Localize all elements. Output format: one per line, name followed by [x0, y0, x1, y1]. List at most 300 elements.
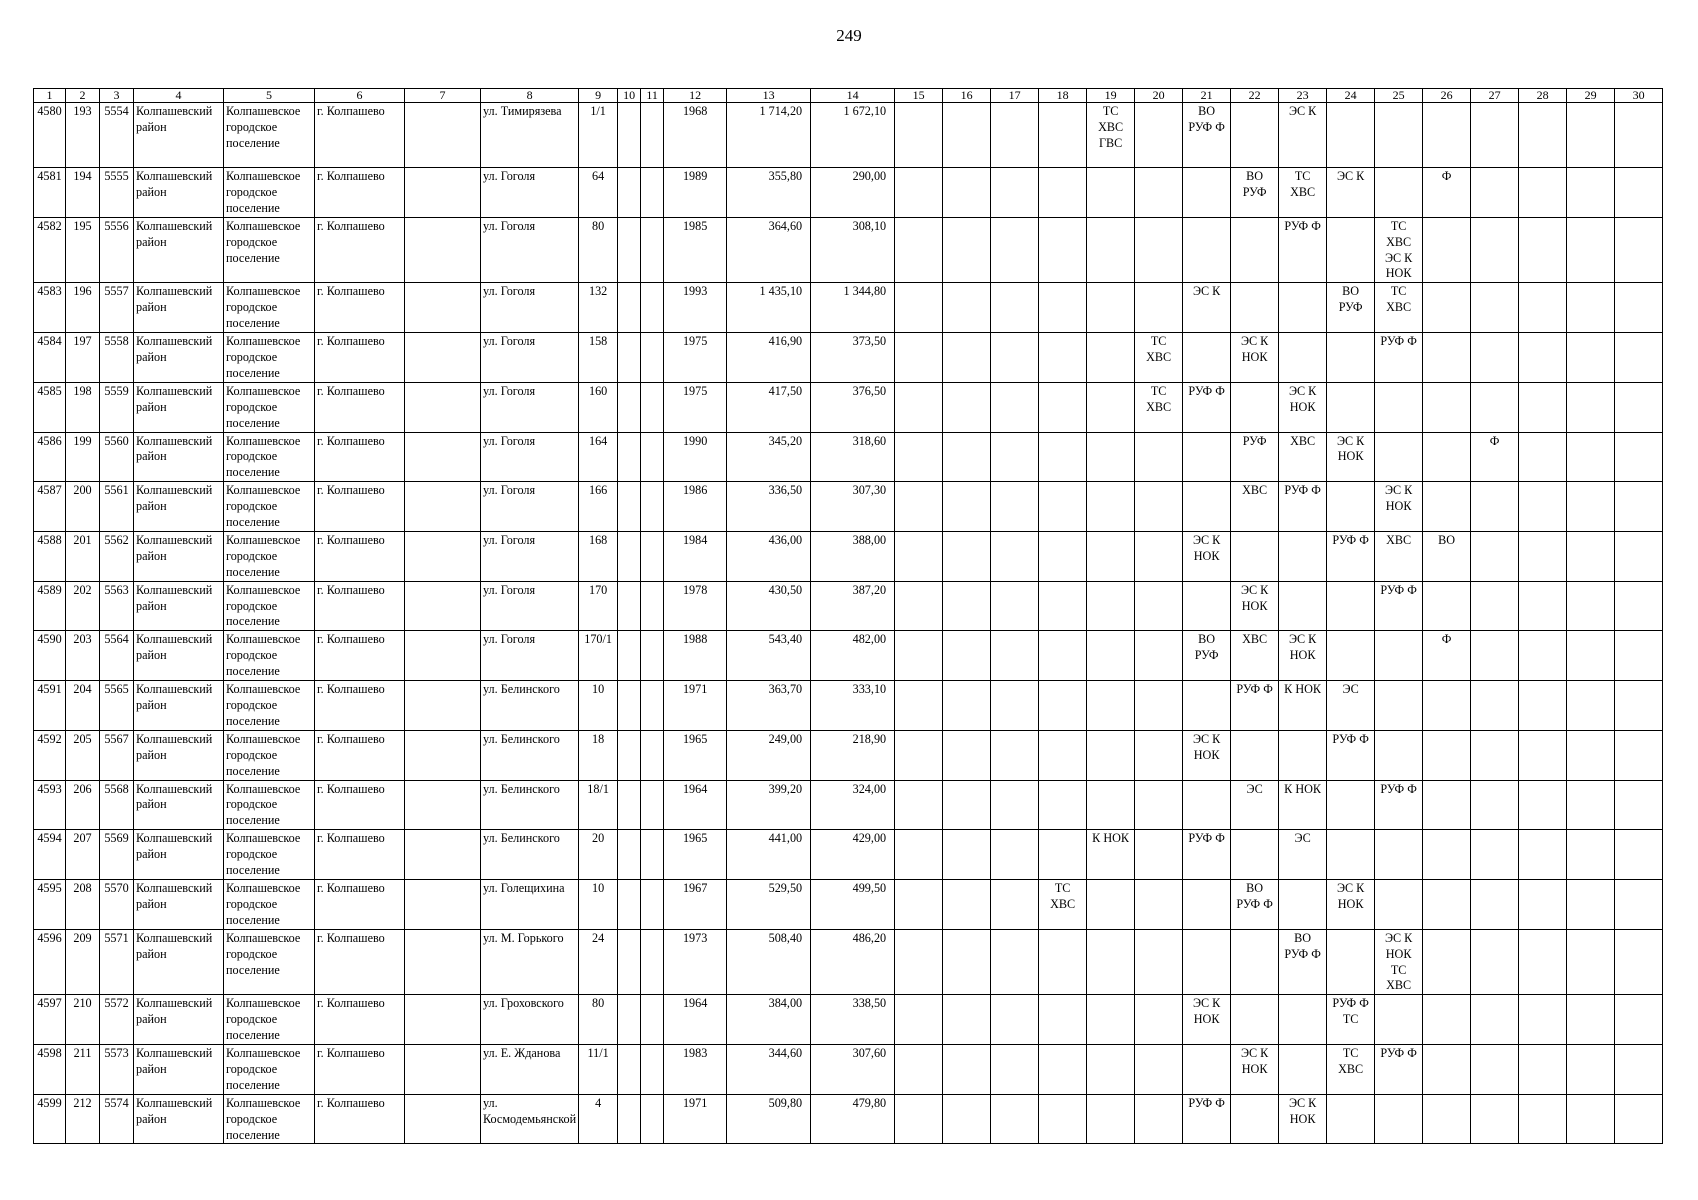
- column-header-27: 27: [1471, 89, 1519, 103]
- cell-col-19: [1087, 217, 1135, 283]
- cell-col-7: [405, 681, 481, 731]
- cell-col-18: [1039, 168, 1087, 218]
- cell-col-20: [1135, 168, 1183, 218]
- table-row: [34, 830, 1663, 880]
- cell-col-18: [1039, 780, 1087, 830]
- cell-col-14: 479,80: [811, 1094, 895, 1144]
- cell-col-23: ВО РУФ Ф: [1279, 929, 1327, 995]
- cell-col-22: ВО РУФ Ф: [1231, 879, 1279, 929]
- cell-col-21: [1183, 168, 1231, 218]
- cell-col-10: [618, 879, 641, 929]
- column-header-21: 21: [1183, 89, 1231, 103]
- cell-col-5: Колпашевское городское поселение: [224, 631, 315, 681]
- cell-col-22: [1231, 929, 1279, 995]
- cell-col-21: ВО РУФ: [1183, 631, 1231, 681]
- cell-col-19: [1087, 631, 1135, 681]
- cell-col-6: г. Колпашево: [315, 432, 405, 482]
- cell-col-19: [1087, 531, 1135, 581]
- cell-col-4: Колпашевский район: [134, 1094, 224, 1144]
- table-row: [34, 1045, 1663, 1095]
- cell-col-28: [1519, 283, 1567, 333]
- table-row: [34, 482, 1663, 532]
- cell-col-21: ЭС К НОК: [1183, 995, 1231, 1045]
- cell-col-18: [1039, 382, 1087, 432]
- cell-col-11: [641, 217, 664, 283]
- cell-col-4: Колпашевский район: [134, 217, 224, 283]
- cell-col-27: [1471, 283, 1519, 333]
- cell-col-5: Колпашевское городское поселение: [224, 995, 315, 1045]
- column-header-19: 19: [1087, 89, 1135, 103]
- cell-col-25: ЭС К НОК ТС ХВС: [1375, 929, 1423, 995]
- cell-col-30: [1615, 780, 1663, 830]
- cell-col-21: ВО РУФ Ф: [1183, 103, 1231, 168]
- cell-col-6: г. Колпашево: [315, 333, 405, 383]
- cell-col-18: [1039, 217, 1087, 283]
- cell-col-18: [1039, 929, 1087, 995]
- cell-col-18: [1039, 333, 1087, 383]
- cell-col-21: ЭС К НОК: [1183, 730, 1231, 780]
- cell-col-11: [641, 168, 664, 218]
- cell-col-2: 200: [66, 482, 100, 532]
- cell-col-12: 1978: [664, 581, 727, 631]
- cell-col-30: [1615, 531, 1663, 581]
- cell-col-26: ВО: [1423, 531, 1471, 581]
- cell-col-7: [405, 217, 481, 283]
- cell-col-19: [1087, 929, 1135, 995]
- cell-col-10: [618, 283, 641, 333]
- cell-col-9: 164: [579, 432, 618, 482]
- cell-col-13: 384,00: [727, 995, 811, 1045]
- cell-col-16: [943, 1045, 991, 1095]
- cell-col-13: 336,50: [727, 482, 811, 532]
- cell-col-5: Колпашевское городское поселение: [224, 283, 315, 333]
- cell-col-23: РУФ Ф: [1279, 482, 1327, 532]
- cell-col-16: [943, 830, 991, 880]
- cell-col-21: [1183, 780, 1231, 830]
- cell-col-17: [991, 283, 1039, 333]
- cell-col-13: 1 714,20: [727, 103, 811, 168]
- cell-col-26: [1423, 730, 1471, 780]
- cell-col-2: 206: [66, 780, 100, 830]
- cell-col-26: [1423, 929, 1471, 995]
- cell-col-4: Колпашевский район: [134, 283, 224, 333]
- cell-col-4: Колпашевский район: [134, 830, 224, 880]
- cell-col-24: РУФ Ф: [1327, 531, 1375, 581]
- cell-col-14: 376,50: [811, 382, 895, 432]
- cell-col-2: 207: [66, 830, 100, 880]
- table-row: [34, 217, 1663, 283]
- cell-col-19: [1087, 780, 1135, 830]
- cell-col-29: [1567, 432, 1615, 482]
- cell-col-6: г. Колпашево: [315, 780, 405, 830]
- page-number: 249: [836, 26, 862, 45]
- cell-col-12: 1993: [664, 283, 727, 333]
- cell-col-16: [943, 531, 991, 581]
- cell-col-4: Колпашевский район: [134, 382, 224, 432]
- cell-col-2: 193: [66, 103, 100, 168]
- cell-col-17: [991, 631, 1039, 681]
- cell-col-7: [405, 531, 481, 581]
- cell-col-23: [1279, 995, 1327, 1045]
- cell-col-28: [1519, 929, 1567, 995]
- cell-col-10: [618, 432, 641, 482]
- cell-col-5: Колпашевское городское поселение: [224, 929, 315, 995]
- cell-col-25: РУФ Ф: [1375, 1045, 1423, 1095]
- cell-col-4: Колпашевский район: [134, 879, 224, 929]
- cell-col-14: 1 344,80: [811, 283, 895, 333]
- cell-col-8: ул. Тимирязева: [481, 103, 579, 168]
- cell-col-25: [1375, 168, 1423, 218]
- cell-col-11: [641, 581, 664, 631]
- cell-col-19: [1087, 681, 1135, 731]
- cell-col-14: 324,00: [811, 780, 895, 830]
- cell-col-10: [618, 103, 641, 168]
- cell-col-16: [943, 730, 991, 780]
- cell-col-13: 355,80: [727, 168, 811, 218]
- cell-col-11: [641, 830, 664, 880]
- cell-col-4: Колпашевский район: [134, 581, 224, 631]
- cell-col-17: [991, 730, 1039, 780]
- cell-col-23: ТС ХВС: [1279, 168, 1327, 218]
- cell-col-21: ЭС К НОК: [1183, 531, 1231, 581]
- cell-col-9: 160: [579, 382, 618, 432]
- cell-col-8: ул. Гоголя: [481, 382, 579, 432]
- cell-col-7: [405, 432, 481, 482]
- cell-col-20: [1135, 217, 1183, 283]
- cell-col-26: [1423, 995, 1471, 1045]
- cell-col-5: Колпашевское городское поселение: [224, 1094, 315, 1144]
- cell-col-27: [1471, 168, 1519, 218]
- cell-col-10: [618, 333, 641, 383]
- cell-col-13: 430,50: [727, 581, 811, 631]
- cell-col-29: [1567, 929, 1615, 995]
- column-header-5: 5: [224, 89, 315, 103]
- cell-col-10: [618, 1045, 641, 1095]
- cell-col-29: [1567, 631, 1615, 681]
- cell-col-5: Колпашевское городское поселение: [224, 730, 315, 780]
- cell-col-5: Колпашевское городское поселение: [224, 333, 315, 383]
- cell-col-23: ХВС: [1279, 432, 1327, 482]
- cell-col-4: Колпашевский район: [134, 531, 224, 581]
- cell-col-29: [1567, 283, 1615, 333]
- cell-col-2: 201: [66, 531, 100, 581]
- cell-col-20: ТС ХВС: [1135, 333, 1183, 383]
- cell-col-12: 1984: [664, 531, 727, 581]
- cell-col-23: [1279, 581, 1327, 631]
- cell-col-12: 1986: [664, 482, 727, 532]
- cell-col-7: [405, 333, 481, 383]
- cell-col-20: [1135, 1094, 1183, 1144]
- cell-col-24: ЭС К НОК: [1327, 432, 1375, 482]
- table-row: [34, 1094, 1663, 1144]
- cell-col-1: 4581: [34, 168, 66, 218]
- cell-col-1: 4598: [34, 1045, 66, 1095]
- cell-col-3: 5559: [100, 382, 134, 432]
- cell-col-14: 387,20: [811, 581, 895, 631]
- cell-col-27: [1471, 382, 1519, 432]
- cell-col-17: [991, 217, 1039, 283]
- cell-col-19: ТС ХВС ГВС: [1087, 103, 1135, 168]
- cell-col-30: [1615, 929, 1663, 995]
- cell-col-8: ул. Гоголя: [481, 581, 579, 631]
- cell-col-15: [895, 780, 943, 830]
- cell-col-18: [1039, 482, 1087, 532]
- cell-col-22: РУФ Ф: [1231, 681, 1279, 731]
- cell-col-10: [618, 830, 641, 880]
- cell-col-14: 307,30: [811, 482, 895, 532]
- cell-col-20: [1135, 581, 1183, 631]
- column-header-24: 24: [1327, 89, 1375, 103]
- cell-col-3: 5561: [100, 482, 134, 532]
- cell-col-10: [618, 482, 641, 532]
- cell-col-30: [1615, 333, 1663, 383]
- cell-col-7: [405, 283, 481, 333]
- cell-col-29: [1567, 581, 1615, 631]
- cell-col-4: Колпашевский район: [134, 168, 224, 218]
- cell-col-1: 4584: [34, 333, 66, 383]
- cell-col-27: [1471, 995, 1519, 1045]
- cell-col-19: [1087, 879, 1135, 929]
- cell-col-15: [895, 217, 943, 283]
- cell-col-9: 170/1: [579, 631, 618, 681]
- cell-col-6: г. Колпашево: [315, 631, 405, 681]
- cell-col-1: 4582: [34, 217, 66, 283]
- cell-col-22: ХВС: [1231, 631, 1279, 681]
- cell-col-9: 18/1: [579, 780, 618, 830]
- cell-col-29: [1567, 168, 1615, 218]
- cell-col-14: 290,00: [811, 168, 895, 218]
- cell-col-24: [1327, 830, 1375, 880]
- cell-col-26: [1423, 830, 1471, 880]
- cell-col-23: [1279, 730, 1327, 780]
- cell-col-30: [1615, 830, 1663, 880]
- cell-col-29: [1567, 830, 1615, 880]
- cell-col-2: 196: [66, 283, 100, 333]
- cell-col-11: [641, 1045, 664, 1095]
- cell-col-8: ул. Белинского: [481, 730, 579, 780]
- cell-col-15: [895, 382, 943, 432]
- cell-col-8: ул. Белинского: [481, 681, 579, 731]
- cell-col-5: Колпашевское городское поселение: [224, 830, 315, 880]
- cell-col-3: 5564: [100, 631, 134, 681]
- cell-col-18: [1039, 995, 1087, 1045]
- table-row: [34, 283, 1663, 333]
- cell-col-13: 529,50: [727, 879, 811, 929]
- column-header-11: 11: [641, 89, 664, 103]
- cell-col-9: 18: [579, 730, 618, 780]
- cell-col-12: 1968: [664, 103, 727, 168]
- cell-col-18: [1039, 531, 1087, 581]
- cell-col-11: [641, 333, 664, 383]
- cell-col-6: г. Колпашево: [315, 1094, 405, 1144]
- cell-col-24: ЭС К НОК: [1327, 879, 1375, 929]
- cell-col-21: [1183, 581, 1231, 631]
- table-row: [34, 432, 1663, 482]
- cell-col-3: 5569: [100, 830, 134, 880]
- column-header-4: 4: [134, 89, 224, 103]
- cell-col-22: [1231, 103, 1279, 168]
- cell-col-20: [1135, 830, 1183, 880]
- cell-col-29: [1567, 780, 1615, 830]
- cell-col-12: 1965: [664, 830, 727, 880]
- cell-col-17: [991, 1045, 1039, 1095]
- cell-col-7: [405, 168, 481, 218]
- table-row: [34, 581, 1663, 631]
- cell-col-21: [1183, 929, 1231, 995]
- cell-col-15: [895, 879, 943, 929]
- housing-register-table: [33, 88, 1663, 1144]
- cell-col-24: [1327, 780, 1375, 830]
- cell-col-16: [943, 283, 991, 333]
- cell-col-23: РУФ Ф: [1279, 217, 1327, 283]
- cell-col-28: [1519, 482, 1567, 532]
- cell-col-27: [1471, 217, 1519, 283]
- cell-col-27: [1471, 333, 1519, 383]
- cell-col-28: [1519, 830, 1567, 880]
- table-row: [34, 730, 1663, 780]
- cell-col-8: ул. Белинского: [481, 780, 579, 830]
- cell-col-15: [895, 581, 943, 631]
- cell-col-9: 170: [579, 581, 618, 631]
- cell-col-29: [1567, 333, 1615, 383]
- cell-col-8: ул. Гоголя: [481, 432, 579, 482]
- cell-col-20: [1135, 929, 1183, 995]
- cell-col-26: [1423, 780, 1471, 830]
- cell-col-6: г. Колпашево: [315, 531, 405, 581]
- cell-col-5: Колпашевское городское поселение: [224, 681, 315, 731]
- cell-col-14: 486,20: [811, 929, 895, 995]
- cell-col-12: 1964: [664, 780, 727, 830]
- cell-col-12: 1989: [664, 168, 727, 218]
- cell-col-29: [1567, 995, 1615, 1045]
- cell-col-17: [991, 681, 1039, 731]
- cell-col-13: 509,80: [727, 1094, 811, 1144]
- column-header-20: 20: [1135, 89, 1183, 103]
- table-row: [34, 879, 1663, 929]
- cell-col-16: [943, 780, 991, 830]
- cell-col-23: [1279, 1045, 1327, 1095]
- column-header-30: 30: [1615, 89, 1663, 103]
- cell-col-23: [1279, 333, 1327, 383]
- cell-col-8: ул. Гоголя: [481, 631, 579, 681]
- cell-col-25: [1375, 830, 1423, 880]
- column-header-17: 17: [991, 89, 1039, 103]
- cell-col-8: ул. Гоголя: [481, 283, 579, 333]
- cell-col-21: РУФ Ф: [1183, 1094, 1231, 1144]
- cell-col-9: 132: [579, 283, 618, 333]
- cell-col-27: [1471, 1045, 1519, 1095]
- cell-col-11: [641, 531, 664, 581]
- cell-col-1: 4591: [34, 681, 66, 731]
- cell-col-12: 1967: [664, 879, 727, 929]
- cell-col-27: [1471, 879, 1519, 929]
- cell-col-14: 482,00: [811, 631, 895, 681]
- cell-col-18: [1039, 730, 1087, 780]
- cell-col-29: [1567, 879, 1615, 929]
- cell-col-23: [1279, 879, 1327, 929]
- cell-col-6: г. Колпашево: [315, 681, 405, 731]
- cell-col-15: [895, 1045, 943, 1095]
- cell-col-13: 249,00: [727, 730, 811, 780]
- cell-col-25: [1375, 1094, 1423, 1144]
- cell-col-12: 1965: [664, 730, 727, 780]
- cell-col-4: Колпашевский район: [134, 929, 224, 995]
- cell-col-11: [641, 929, 664, 995]
- cell-col-28: [1519, 681, 1567, 731]
- cell-col-7: [405, 103, 481, 168]
- cell-col-23: ЭС: [1279, 830, 1327, 880]
- cell-col-15: [895, 631, 943, 681]
- cell-col-10: [618, 730, 641, 780]
- cell-col-20: [1135, 103, 1183, 168]
- cell-col-27: Ф: [1471, 432, 1519, 482]
- cell-col-28: [1519, 631, 1567, 681]
- cell-col-27: [1471, 581, 1519, 631]
- cell-col-22: ЭС К НОК: [1231, 1045, 1279, 1095]
- cell-col-24: [1327, 482, 1375, 532]
- column-header-12: 12: [664, 89, 727, 103]
- cell-col-25: ТС ХВС: [1375, 283, 1423, 333]
- cell-col-30: [1615, 1094, 1663, 1144]
- cell-col-26: [1423, 879, 1471, 929]
- column-header-9: 9: [579, 89, 618, 103]
- cell-col-24: ЭС К: [1327, 168, 1375, 218]
- cell-col-30: [1615, 283, 1663, 333]
- column-header-6: 6: [315, 89, 405, 103]
- cell-col-7: [405, 879, 481, 929]
- cell-col-9: 166: [579, 482, 618, 532]
- cell-col-8: ул. Гоголя: [481, 482, 579, 532]
- cell-col-7: [405, 929, 481, 995]
- cell-col-20: [1135, 681, 1183, 731]
- cell-col-12: 1975: [664, 333, 727, 383]
- column-header-13: 13: [727, 89, 811, 103]
- cell-col-15: [895, 103, 943, 168]
- cell-col-6: г. Колпашево: [315, 482, 405, 532]
- cell-col-10: [618, 995, 641, 1045]
- cell-col-9: 80: [579, 995, 618, 1045]
- cell-col-3: 5571: [100, 929, 134, 995]
- cell-col-19: [1087, 1045, 1135, 1095]
- cell-col-23: К НОК: [1279, 780, 1327, 830]
- cell-col-30: [1615, 995, 1663, 1045]
- cell-col-2: 197: [66, 333, 100, 383]
- cell-col-11: [641, 432, 664, 482]
- table-row: [34, 995, 1663, 1045]
- cell-col-6: г. Колпашево: [315, 382, 405, 432]
- cell-col-3: 5574: [100, 1094, 134, 1144]
- cell-col-10: [618, 217, 641, 283]
- cell-col-27: [1471, 631, 1519, 681]
- cell-col-20: [1135, 531, 1183, 581]
- cell-col-28: [1519, 103, 1567, 168]
- cell-col-25: [1375, 730, 1423, 780]
- cell-col-26: [1423, 482, 1471, 532]
- cell-col-28: [1519, 217, 1567, 283]
- cell-col-15: [895, 830, 943, 880]
- cell-col-29: [1567, 482, 1615, 532]
- cell-col-6: г. Колпашево: [315, 103, 405, 168]
- cell-col-26: [1423, 581, 1471, 631]
- cell-col-6: г. Колпашево: [315, 879, 405, 929]
- cell-col-14: 218,90: [811, 730, 895, 780]
- column-header-15: 15: [895, 89, 943, 103]
- cell-col-6: г. Колпашево: [315, 730, 405, 780]
- cell-col-26: [1423, 283, 1471, 333]
- cell-col-19: [1087, 730, 1135, 780]
- cell-col-13: 436,00: [727, 531, 811, 581]
- cell-col-4: Колпашевский район: [134, 631, 224, 681]
